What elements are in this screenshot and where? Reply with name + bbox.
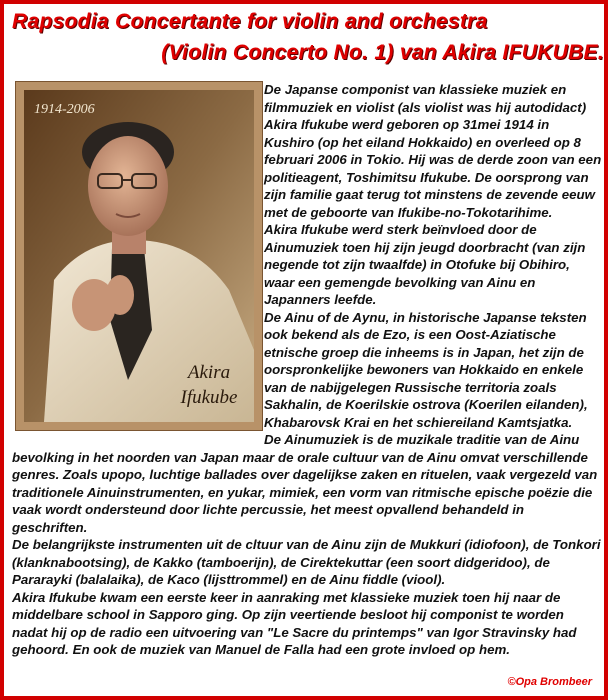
portrait-caption xyxy=(164,360,254,410)
title-line-2: (Violin Concerto No. 1) van Akira IFUKUBE. xyxy=(161,41,604,64)
page-title xyxy=(12,6,606,68)
life-years: 1914-2006 xyxy=(34,102,95,117)
paragraph-ainu-people: De Ainu of de Aynu, in historische Japanse teksten ook bekend als de Ezo, is een Oost-Aziatische etnische groep die inheems is in Japan, het zijn de oorspronkelijke bewoners van Hokkaido en enkele van de nabijgelegen Russische territoria zoals Sakhalin, de Koerilskie ostrova (Koerilen eilanden), Khabarovsk Krai en het schiereiland Kamtsjatka. xyxy=(264,309,588,430)
paragraph-instruments: De belangrijkste instrumenten uit de cltuur van de Ainu zijn de Mukkuri (idiofoon), de Tonkori (klanknabootsing), de Kakko (tamboerijn), de Cirektekuttar (een soort didgeridoo), de Pararayki (balalaika), de Kaco (lijsttrommel) en de Ainu fiddle (viool). xyxy=(12,537,601,587)
portrait-photo xyxy=(24,90,254,422)
paragraph-ainu-influence: Akira Ifukube werd sterk beïnvloed door de Ainumuziek toen hij zijn jeugd doorbracht (van zijn negende tot zijn twaalfde) in Otofuke bij Obihiro, waar een gemengde bevolking van Ainu en Japanners leefde. xyxy=(264,222,586,307)
paragraph-biography: De Japanse componist van klassieke muziek en filmmuziek en violist (als violist was hij autodidact) Akira Ifukube werd geboren op 31mei 1914 in Kushiro (op het eiland Hokkaido) en overleed op 8 februari 2006 in Tokio. Hij was de derde zoon van een politieagent, Toshimitsu Ifukube. De oorsprong van zijn familie gaat terug tot minstens de zevende eeuw met de geboorte van Ifukibe-no-Tokotarihime. xyxy=(264,82,602,220)
title-line-1: Rapsodia Concertante for violin and orchestra xyxy=(12,10,488,33)
author-credit: ©Opa Brombeer xyxy=(507,676,592,688)
portrait-frame xyxy=(16,82,262,430)
paragraph-classical-music: Akira Ifukube kwam een eerste keer in aanraking met klassieke muziek toen hij naar de middelbare school in Sapporo ging. Op zijn veertiende besloot hij componist te worden nadat hij op de radio een uitvoering van "Le Sacre du printemps" van Igor Stravinsky had gehoord. En ook de muziek van Manuel de Falla had een grote invloed op hem. xyxy=(12,589,577,657)
paragraph-ainu-music: De Ainumuziek is de muzikale traditie van de Ainu bevolking in het noorden van Japan maar de orale cultuur van de Ainu omvat verschillende genres. Zoals upopo, luchtige ballades over dagelijkse zaken en rituelen, vaak vergezeld van traditionele Ainuinstrumenten, en yukar, mimiek, een vorm van ritmische epische poëzie die vaak wordt ondersteund door lichte percussie, het meest opvallend behandeld in geschriften. xyxy=(12,432,598,535)
caption-last-name: Ifukube xyxy=(180,387,238,408)
caption-first-name: Akira xyxy=(187,362,231,383)
